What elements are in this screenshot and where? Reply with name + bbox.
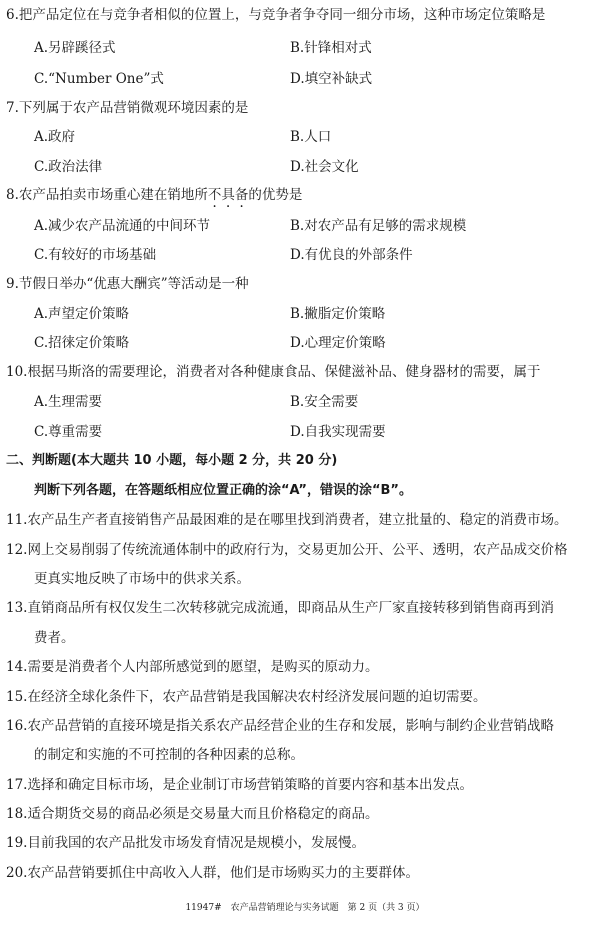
question-9-option-d: D.心理定价策略: [290, 335, 386, 351]
question-8-option-d: D.有优良的外部条件: [290, 247, 413, 263]
question-6-stem: 6.把产品定位在与竞争者相似的位置上，与竞争者争夺同一细分市场，这种市场定位策略是: [6, 7, 546, 23]
true-false-item-12: 12.网上交易削弱了传统流通体制中的政府行为，交易更加公开、公平、透明，农产品成交价格: [6, 542, 568, 558]
question-8-option-c: C.有较好的市场基础: [34, 247, 157, 263]
section-2-instruction: 判断下列各题，在答题纸相应位置正确的涂“A”，错误的涂“B”。: [34, 483, 412, 498]
question-7-option-d: D.社会文化: [290, 159, 359, 175]
emphasis-char: 备: [234, 187, 249, 203]
true-false-item-18: 18.适合期货交易的商品必须是交易量大而且价格稳定的商品。: [6, 806, 379, 822]
question-7-option-a: A.政府: [34, 129, 76, 145]
question-10-option-b: B.安全需要: [290, 394, 359, 410]
question-6-option-a: A.另辟蹊径式: [34, 40, 116, 56]
question-9-option-b: B.撇脂定价策略: [290, 306, 386, 322]
question-10-stem: 10.根据马斯洛的需要理论，消费者对各种健康食品、保健滋补品、健身器材的需要，属于: [6, 364, 541, 380]
question-8-option-a: A.减少农产品流通的中间环节: [34, 218, 211, 234]
true-false-item-16-continued: 的制定和实施的不可控制的各种因素的总称。: [34, 747, 304, 763]
question-10-option-c: C.尊重需要: [34, 424, 103, 440]
question-8-stem: [6, 186, 302, 204]
question-8-option-b: B.对农产品有足够的需求规模: [290, 218, 467, 234]
true-false-item-15: 15.在经济全球化条件下，农产品营销是我国解决农村经济发展问题的迫切需要。: [6, 689, 487, 705]
true-false-item-17: 17.选择和确定目标市场，是企业制订市场营销策略的首要内容和基本出发点。: [6, 777, 473, 793]
emphasis-char: 具: [221, 187, 235, 203]
true-false-item-13-continued: 费者。: [34, 630, 75, 646]
question-6-option-b: B.针锋相对式: [290, 40, 372, 56]
true-false-item-11: 11.农产品生产者直接销售产品最困难的是在哪里找到消费者，建立批量的、稳定的消费市场。: [6, 512, 568, 528]
question-6-option-c: C.“Number One”式: [34, 71, 164, 87]
question-7-option-b: B.人口: [290, 129, 332, 145]
question-6-option-d: D.填空补缺式: [290, 71, 373, 87]
question-9-stem: 9.节假日举办“优惠大酬宾”等活动是一种: [6, 276, 249, 292]
emphasis-char: 不: [207, 187, 222, 203]
question-9-option-c: C.招徕定价策略: [34, 335, 130, 351]
question-10-option-a: A.生理需要: [34, 394, 103, 410]
question-7-option-c: C.政治法律: [34, 159, 103, 175]
true-false-item-20: 20.农产品营销要抓住中高收入人群，他们是市场购买力的主要群体。: [6, 865, 419, 881]
true-false-item-19: 19.目前我国的农产品批发市场发育情况是规模小，发展慢。: [6, 835, 365, 851]
true-false-item-12-continued: 更真实地反映了市场中的供求关系。: [34, 571, 250, 587]
question-10-option-d: D.自我实现需要: [290, 424, 386, 440]
true-false-item-16: 16.农产品营销的直接环境是指关系农产品经营企业的生存和发展，影响与制约企业营销战略: [6, 718, 554, 734]
question-8-stem-start: 8.农产品拍卖市场重心建在销地所: [6, 187, 208, 203]
true-false-item-14: 14.需要是消费者个人内部所感觉到的愿望，是购买的原动力。: [6, 659, 379, 675]
question-8-stem-end: 的优势是: [248, 187, 303, 203]
page-footer: 11947# 农产品营销理论与实务试题 第 2 页（共 3 页）: [185, 903, 425, 913]
question-7-stem: 7.下列属于农产品营销微观环境因素的是: [6, 100, 249, 116]
true-false-item-13: 13.直销商品所有权仅发生二次转移就完成流通，即商品从生产厂家直接转移到销售商再到消: [6, 600, 554, 616]
question-9-option-a: A.声望定价策略: [34, 306, 130, 322]
section-2-heading: 二、判断题(本大题共 10 小题，每小题 2 分，共 20 分): [6, 453, 338, 468]
